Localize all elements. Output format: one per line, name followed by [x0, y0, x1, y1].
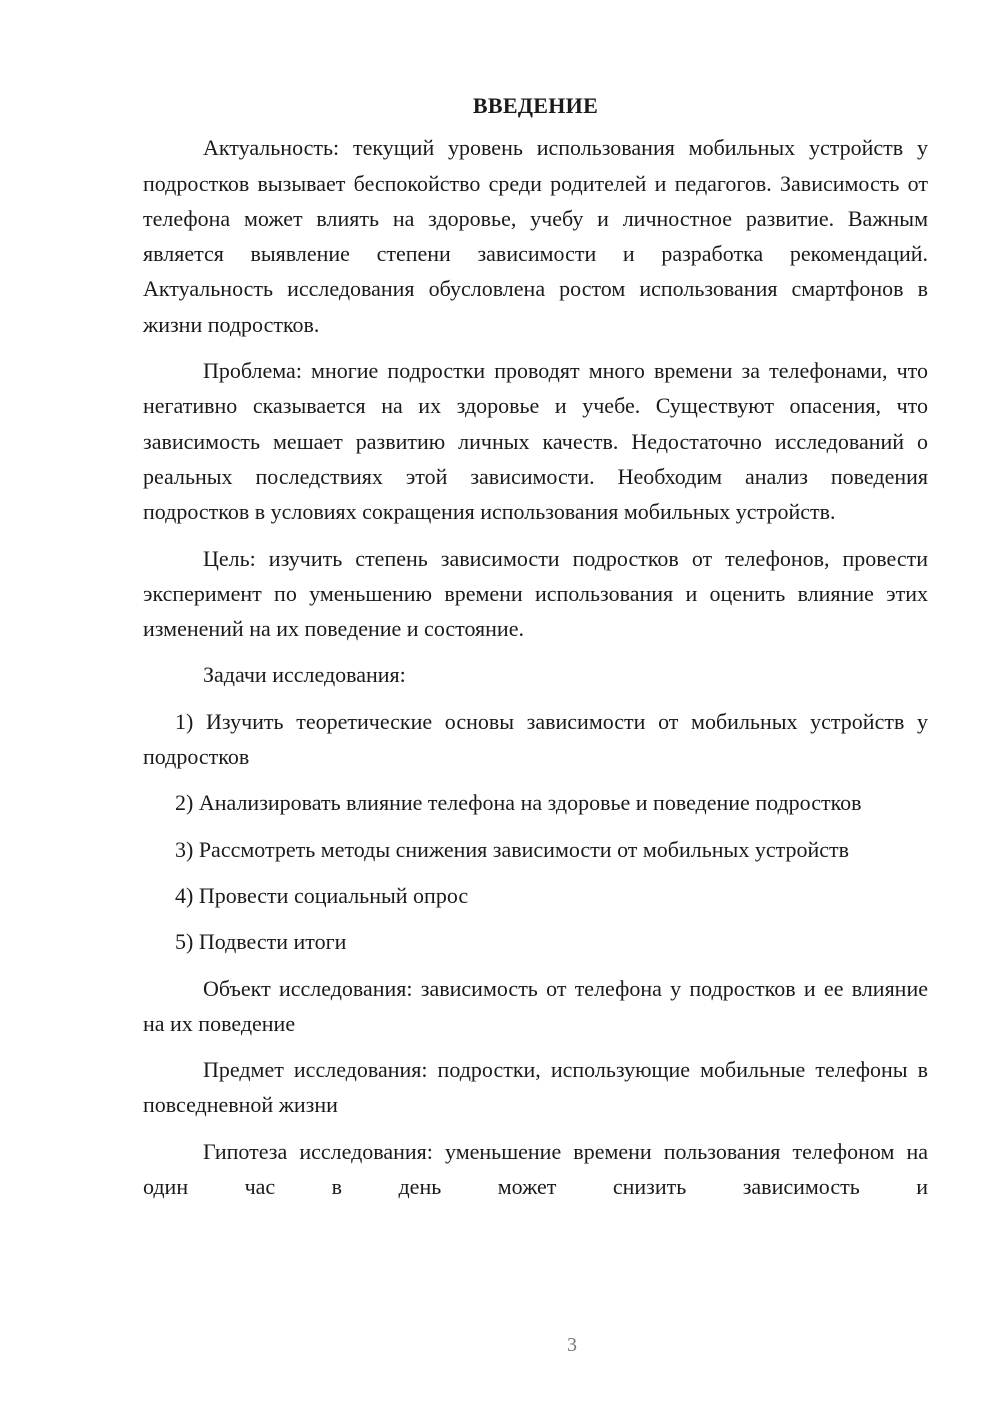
section-title: ВВЕДЕНИЕ	[472, 93, 599, 118]
document-page	[143, 88, 928, 1215]
hypothesis-paragraph: Гипотеза исследования: уменьшение времени пользования телефоном на один час в день может снизить зависимость и	[143, 1138, 928, 1200]
task-item-2: 2) Анализировать влияние телефона на здоровье и поведение подростков	[175, 790, 862, 816]
task-item-4: 4) Провести социальный опрос	[175, 882, 469, 908]
page-number: 3	[567, 1334, 577, 1356]
problem-paragraph: Проблема: многие подростки проводят много времени за телефонами, что негативно сказывается на их здоровье и учебе. Существуют опасения, что зависимость мешает развитию личных качеств. Недостаточно исследований о реальных последствиях этой зависимости. Необходим анализ поведения подростков в условиях сокращения использования мобильных устройств.	[143, 358, 928, 525]
relevance-paragraph: Актуальность: текущий уровень использования мобильных устройств у подростков вызывает беспокойство среди родителей и педагогов. Зависимость от телефона может влиять на здоровье, учебу и личностное развитие. Важным является выявление степени зависимости и разработка рекомендаций. Актуальность исследования обусловлена ростом использования смартфонов в жизни подростков.	[143, 135, 928, 337]
goal-paragraph: Цель: изучить степень зависимости подростков от телефонов, провести эксперимент по уменьшению времени использования и оценить влияние этих изменений на их поведение и состояние.	[143, 545, 928, 642]
task-item-3: 3) Рассмотреть методы снижения зависимости от мобильных устройств	[175, 836, 850, 862]
tasks-heading: Задачи исследования:	[203, 662, 406, 688]
task-item-1: 1) Изучить теоретические основы зависимости от мобильных устройств у подростков	[143, 708, 928, 770]
task-item-5: 5) Подвести итоги	[175, 929, 347, 955]
subject-paragraph: Предмет исследования: подростки, использующие мобильные телефоны в повседневной жизни	[143, 1057, 928, 1118]
object-paragraph: Объект исследования: зависимость от телефона у подростков и ее влияние на их поведение	[143, 975, 928, 1036]
